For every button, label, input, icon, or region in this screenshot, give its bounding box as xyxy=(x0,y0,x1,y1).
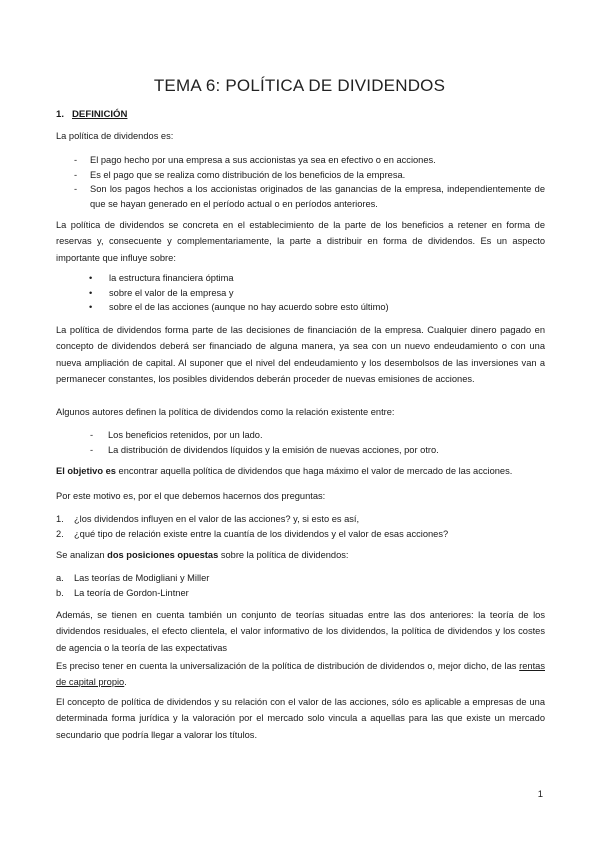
list-item: la estructura financiera óptima xyxy=(109,273,234,283)
page-title: TEMA 6: POLÍTICA DE DIVIDENDOS xyxy=(153,76,446,95)
bullet-marker: • xyxy=(89,273,93,283)
dash-marker: - xyxy=(74,170,78,180)
objective-label: El objetivo es xyxy=(56,466,116,476)
list-item: sobre el de las acciones (aunque no hay acuerdo sobre esto último) xyxy=(109,302,389,312)
list-item: sobre el valor de la empresa y xyxy=(109,288,234,298)
page-number: 1 xyxy=(537,789,543,800)
paragraph-4: Algunos autores definen la política de dividendos como la relación existente entre: xyxy=(56,407,395,417)
paragraph-2: La política de dividendos se concreta en el establecimiento de la parte de los beneficios a retener en forma de reservas y, consecuente y complementariamente, la parte a distribuir en forma de dividendos. Es un aspecto importante que influye sobre: xyxy=(56,220,545,263)
list-number: 2. xyxy=(56,529,64,539)
paragraph-9: Es preciso tener en cuenta la universalización de la política de distribución de dividendos o, mejor dicho, de las rentas de capital propio. xyxy=(56,661,545,688)
section-heading xyxy=(56,109,127,120)
list-item: El pago hecho por una empresa a sus accionistas ya sea en efectivo o en acciones. xyxy=(90,155,436,165)
list-item: La teoría de Gordon-Lintner xyxy=(74,588,189,598)
underlined-term: rentas de capital propio xyxy=(56,661,545,688)
list-item: Es el pago que se realiza como distribución de los beneficios de la empresa. xyxy=(90,170,406,180)
paragraph-3: La política de dividendos forma parte de las decisiones de financiación de la empresa. Cualquier dinero pagado en concepto de dividendos deberá ser financiado de alguna manera, ya sea con un nuevo endeudamiento o con una nueva ampliación de capital. Al suponer que el nivel del endeudamiento y los desembolsos de las inversiones van a permanecer constantes, los posibles dividendos deberán proceder de nuevas emisiones de acciones. xyxy=(56,325,545,385)
list-letter: a. xyxy=(56,573,64,583)
dash-marker: - xyxy=(74,155,78,165)
paragraph-7: Se analizan dos posiciones opuestas sobre la política de dividendos: xyxy=(56,550,349,560)
dash-marker: - xyxy=(90,430,94,440)
dash-marker: - xyxy=(74,184,78,194)
list-item: La distribución de dividendos líquidos y la emisión de nuevas acciones, por otro. xyxy=(108,445,439,455)
list-letter: b. xyxy=(56,588,64,598)
section-number: 1. xyxy=(56,109,65,120)
list-item: ¿qué tipo de relación existe entre la cuantía de los dividendos y el valor de esas acciones? xyxy=(74,529,449,539)
list-item: Los beneficios retenidos, por un lado. xyxy=(108,430,263,440)
bullet-marker: • xyxy=(89,302,93,312)
opposing-positions-label: dos posiciones opuestas xyxy=(107,550,219,560)
list-number: 1. xyxy=(56,514,64,524)
paragraph-10: El concepto de política de dividendos y su relación con el valor de las acciones, sólo es aplicable a empresas de una determinada forma jurídica y la valoración por el mercado solo vincula a aquellas para las que existe un mercado secundario que podría llegar a valorar los títulos. xyxy=(56,697,545,740)
paragraph-6: Por este motivo es, por el que debemos hacernos dos preguntas: xyxy=(56,491,326,501)
list-item: Las teorías de Modigliani y Miller xyxy=(74,573,210,583)
list-item: Son los pagos hechos a los accionistas originados de las ganancias de la empresa, independientemente de que se hayan generado en el período actual o en períodos anteriores. xyxy=(90,184,545,209)
list-item: ¿los dividendos influyen en el valor de las acciones? y, si esto es así, xyxy=(74,514,360,524)
paragraph-5: El objetivo es encontrar aquella política de dividendos que haga máximo el valor de mercado de las acciones. xyxy=(56,466,513,476)
dash-marker: - xyxy=(90,445,94,455)
paragraph-8: Además, se tienen en cuenta también un conjunto de teorías situadas entre las dos anteriores: la teoría de los dividendos residuales, el efecto clientela, el valor informativo de los dividendos, la política de dividendos y los costes de agencia o la teoría de las expectativas xyxy=(56,610,545,653)
paragraph-1: La política de dividendos es: xyxy=(56,131,174,141)
section-label: DEFINICIÓN xyxy=(72,109,128,120)
bullet-marker: • xyxy=(89,288,93,298)
